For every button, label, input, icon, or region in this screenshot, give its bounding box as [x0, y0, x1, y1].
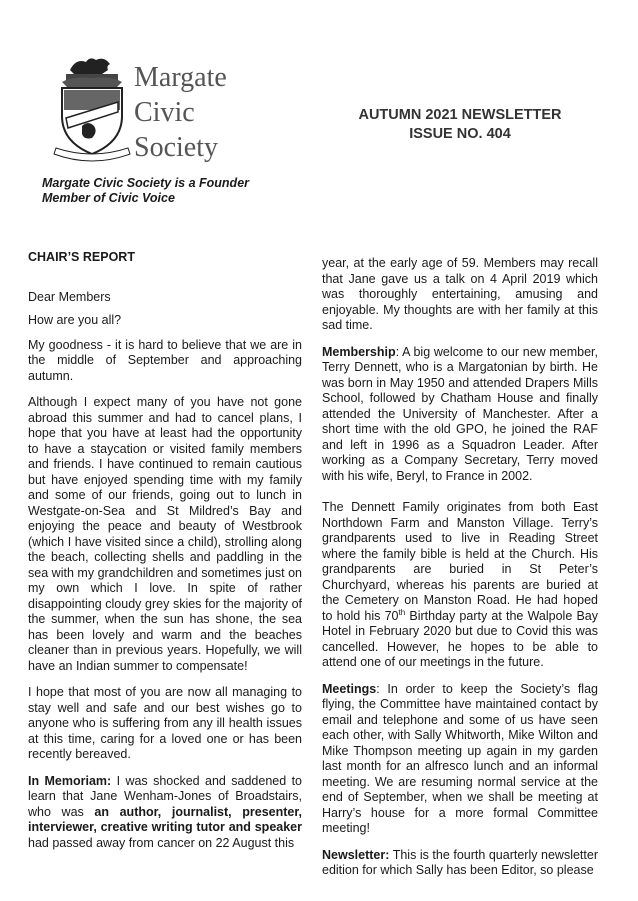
greeting: How are you all? [28, 313, 122, 327]
memoriam-text: I was shocked and saddened to learn that Jane Wenham-Jones of Broadstairs, who was [28, 773, 302, 819]
paragraph: My goodness - it is hard to believe that we are in the middle of September and approaching autumn. [28, 337, 302, 383]
dennett-text: The Dennett Family originates from both East Northdown Farm and Manston Village. Terry’s grandparents used to live in Reading Street where the family bible is held at the Church. His grandparents are buried in St Peter’s Churchyard, whereas his parents are buried at the Cemetery on Manston Road. He had hoped to hold his 70 [322, 500, 598, 623]
newsletter-heading [320, 106, 600, 144]
logo-line-civic: Civic [134, 97, 195, 128]
paragraph: year, at the early age of 59. Members may recall that Jane gave us a talk on 4 April 2019 which was thoroughly entertaining, amusing and enjoyable. My thoughts are with her family at this sad time. [322, 256, 598, 332]
dennett-paragraph [322, 500, 598, 671]
memoriam-bold-text: an author, journalist, presenter, interviewer, creative writing tutor and speaker [28, 804, 302, 834]
society-name-logotype [134, 60, 227, 165]
salutation: Dear Members [28, 289, 111, 304]
memoriam-text-end: had passed away from cancer on 22 August this [28, 835, 295, 850]
right-column [322, 256, 598, 890]
paragraph: Although I expect many of you have not gone abroad this summer and had to cancel plans, I hope that you have at least had the opportunity to have a staycation or visited family members and friends. I have continued to remain cautious but have enjoyed spending time with my family and some of our friends, going out to lunch in Westgate-on-Sea and St Mildred’s Bay and enjoying the peace and beauty of Westbrook (which I have visited since a child), strolling along the beach, collecting shells and paddling in the sea with my grandchildren and sometimes just on my own which I love. In spite of rather disappointing cloudy grey skies for the majority of the summer, when the sun has shone, the sea has been lovely and warm and the beaches cleaner than in previous years. Hopefully, we will have an Indian summer to compensate! [28, 395, 302, 673]
dennett-text-end: Birthday party at the Walpole Bay Hotel in February 2020 but due to Covid this was cancelled. However, he hopes to be able to attend one of our meetings in the future. [322, 608, 598, 669]
ordinal-suffix: th [398, 607, 406, 617]
paragraph: I hope that most of you are now all managing to stay well and safe and our best wishes go to anyone who is suffering from any ill health issues at this time, caring for a loved one or has been recently bereaved. [28, 685, 302, 761]
section-heading-chairs-report: CHAIR’S REPORT [28, 250, 135, 264]
meetings-paragraph [322, 682, 598, 837]
logo-line-society: Society [134, 132, 218, 163]
memoriam-paragraph [28, 774, 302, 852]
newsletter-title: AUTUMN 2021 NEWSLETTER [358, 107, 562, 123]
founder-line-2: Member of Civic Voice [42, 191, 175, 205]
newsletter-paragraph [322, 848, 598, 879]
issue-number: ISSUE NO. 404 [409, 126, 511, 142]
founder-statement [42, 176, 249, 206]
newsletter-text: This is the fourth quarterly newsletter edition for which Sally has been Editor, so please [322, 847, 598, 877]
logo-line-margate: Margate [134, 62, 227, 93]
membership-label: Membership [322, 344, 396, 359]
membership-text: : A big welcome to our new member, Terry Dennett, who is a Margatonian by birth. He was born in May 1950 and attended Drapers Mills School, followed by Chatham House and finally attended the University of Manchester. After a short time with the old GPO, he joined the RAF and left in 1996 as a Squadron Leader. After working as a Company Secretary, Terry moved with his wife, Beryl, to France in 2002. [322, 344, 598, 483]
society-crest-logo [52, 52, 132, 162]
membership-paragraph [322, 345, 598, 485]
newsletter-label: Newsletter: [322, 847, 390, 862]
meetings-text: : In order to keep the Society’s flag flying, the Committee have maintained contact by email and telephone and some of us have seen each other, with Sally Whitworth, Mike Wilton and Mike Thompson meeting up again in my garden last month for an alfresco lunch and an informal meeting. We are resuming normal service at the end of September, when we shall be meeting at Harry’s house for a more formal Committee meeting! [322, 681, 598, 835]
memoriam-label: In Memoriam: [28, 773, 112, 788]
left-column [28, 250, 302, 862]
meetings-label: Meetings [322, 681, 377, 696]
founder-line-1: Margate Civic Society is a Founder [42, 176, 250, 190]
